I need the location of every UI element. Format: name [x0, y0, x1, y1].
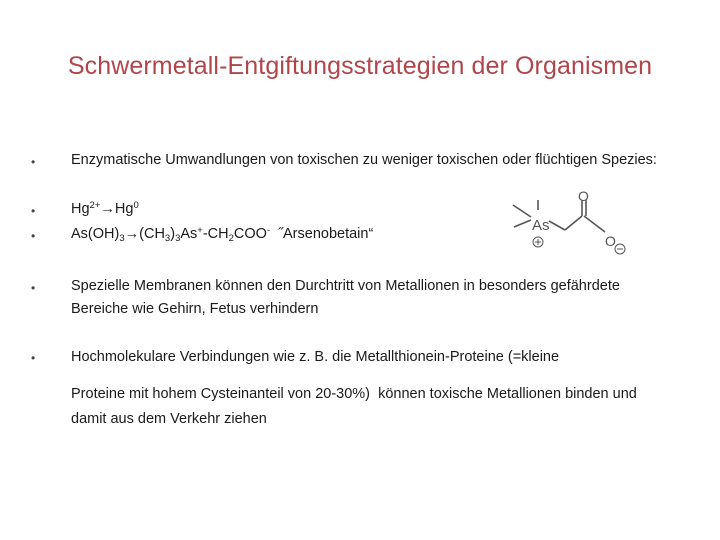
bullet-text-enzymatic: Enzymatische Umwandlungen von toxischen zu weniger toxischen oder flüchtigen Spezies: [71, 152, 657, 168]
bullet-marker: • [31, 281, 36, 295]
structure-bonds [513, 200, 605, 232]
bullet-marker: • [31, 351, 36, 365]
carbonyl-oxygen-label: O [578, 188, 589, 204]
bullet-text-arsenic: $As(OH)_3\to(CH_3)_3As^+-CH_2COO^-$ ˝Arsenobetain“ [71, 225, 374, 244]
arsenic-atom-label: As [532, 217, 550, 234]
minus-charge-icon [615, 244, 625, 254]
slide-title: Schwermetall-Entgiftungsstrategien der Organismen [67, 52, 653, 80]
bullet-text-membranes: Spezielle Membranen können den Durchtritt von Metallionen in besonders gefährdete Bereiche wie Gehirn, Fetus verhindern [71, 278, 620, 317]
bullet-marker: • [31, 204, 36, 218]
bullet-text-metallothionein-continued: Proteine mit hohem Cysteinanteil von 20-30%) können toxische Metallionen binden und damit aus dem Verkehr ziehen [71, 386, 641, 427]
bullet-marker: • [31, 229, 36, 243]
bullet-text-mercury: $Hg^{2+}\to Hg^0$ [71, 200, 139, 217]
plus-charge-icon [533, 237, 543, 247]
bullet-text-metallothionein: Hochmolekulare Verbindungen wie z. B. die Metallthionein-Proteine (=kleine [71, 349, 560, 365]
arsenobetaine-structure [505, 186, 635, 256]
bullet-marker: • [31, 155, 36, 169]
carboxylate-oxygen-label: O [605, 233, 616, 249]
